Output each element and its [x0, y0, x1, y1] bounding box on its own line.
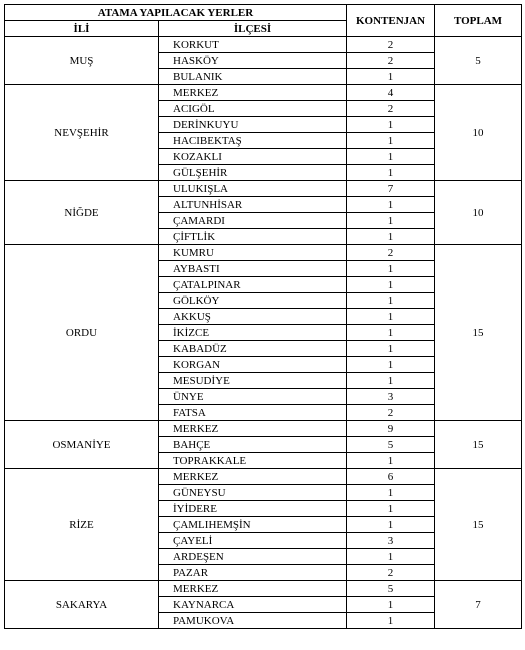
- header-il: İLİ: [5, 21, 159, 37]
- quota-cell: 1: [347, 517, 435, 533]
- district-cell: ÇATALPINAR: [159, 277, 347, 293]
- province-cell: MUŞ: [5, 37, 159, 85]
- quota-cell: 1: [347, 597, 435, 613]
- district-cell: ARDEŞEN: [159, 549, 347, 565]
- total-cell: 15: [435, 421, 522, 469]
- quota-cell: 1: [347, 373, 435, 389]
- quota-cell: 2: [347, 245, 435, 261]
- header-atama: ATAMA YAPILACAK YERLER: [5, 5, 347, 21]
- quota-cell: 1: [347, 197, 435, 213]
- quota-cell: 1: [347, 133, 435, 149]
- quota-cell: 6: [347, 469, 435, 485]
- quota-cell: 5: [347, 437, 435, 453]
- total-cell: 5: [435, 37, 522, 85]
- district-cell: ACIGÖL: [159, 101, 347, 117]
- table-row: [5, 421, 522, 437]
- quota-cell: 4: [347, 85, 435, 101]
- province-cell: SAKARYA: [5, 581, 159, 629]
- district-cell: ÇAMARDI: [159, 213, 347, 229]
- quota-cell: 1: [347, 261, 435, 277]
- total-cell: 10: [435, 85, 522, 181]
- quota-cell: 1: [347, 277, 435, 293]
- quota-cell: 1: [347, 149, 435, 165]
- province-cell: RİZE: [5, 469, 159, 581]
- district-cell: KABADÜZ: [159, 341, 347, 357]
- quota-cell: 7: [347, 181, 435, 197]
- district-cell: FATSA: [159, 405, 347, 421]
- quota-cell: 1: [347, 549, 435, 565]
- quota-cell: 1: [347, 229, 435, 245]
- quota-cell: 1: [347, 485, 435, 501]
- total-cell: 15: [435, 245, 522, 421]
- header-ilce: İLÇESİ: [159, 21, 347, 37]
- district-cell: GÖLKÖY: [159, 293, 347, 309]
- quota-cell: 1: [347, 453, 435, 469]
- district-cell: GÜNEYSU: [159, 485, 347, 501]
- district-cell: ÇİFTLİK: [159, 229, 347, 245]
- district-cell: ÇAYELİ: [159, 533, 347, 549]
- district-cell: MERKEZ: [159, 469, 347, 485]
- table-row: [5, 181, 522, 197]
- district-cell: PAMUKOVA: [159, 613, 347, 629]
- table-row: [5, 85, 522, 101]
- quota-cell: 1: [347, 213, 435, 229]
- quota-cell: 3: [347, 533, 435, 549]
- province-cell: ORDU: [5, 245, 159, 421]
- total-cell: 15: [435, 469, 522, 581]
- quota-cell: 1: [347, 309, 435, 325]
- header-toplam: TOPLAM: [435, 5, 522, 37]
- province-cell: NEVŞEHİR: [5, 85, 159, 181]
- district-cell: KAYNARCA: [159, 597, 347, 613]
- district-cell: GÜLŞEHİR: [159, 165, 347, 181]
- quota-cell: 1: [347, 357, 435, 373]
- quota-cell: 2: [347, 37, 435, 53]
- district-cell: PAZAR: [159, 565, 347, 581]
- quota-cell: 1: [347, 501, 435, 517]
- district-cell: ÇAMLIHEMŞİN: [159, 517, 347, 533]
- province-cell: NİĞDE: [5, 181, 159, 245]
- district-cell: MESUDİYE: [159, 373, 347, 389]
- quota-cell: 2: [347, 53, 435, 69]
- total-cell: 10: [435, 181, 522, 245]
- district-cell: KORGAN: [159, 357, 347, 373]
- quota-cell: 1: [347, 293, 435, 309]
- district-cell: AYBASTI: [159, 261, 347, 277]
- quota-cell: 9: [347, 421, 435, 437]
- district-cell: KORKUT: [159, 37, 347, 53]
- total-cell: 7: [435, 581, 522, 629]
- quota-cell: 2: [347, 101, 435, 117]
- quota-cell: 1: [347, 69, 435, 85]
- district-cell: İKİZCE: [159, 325, 347, 341]
- table-row: [5, 245, 522, 261]
- table-row: [5, 469, 522, 485]
- quota-cell: 1: [347, 325, 435, 341]
- province-cell: OSMANİYE: [5, 421, 159, 469]
- district-cell: HACIBEKTAŞ: [159, 133, 347, 149]
- district-cell: ÜNYE: [159, 389, 347, 405]
- district-cell: DERİNKUYU: [159, 117, 347, 133]
- district-cell: MERKEZ: [159, 421, 347, 437]
- quota-cell: 1: [347, 165, 435, 181]
- table-row: [5, 37, 522, 53]
- table-row: [5, 581, 522, 597]
- district-cell: İYİDERE: [159, 501, 347, 517]
- district-cell: AKKUŞ: [159, 309, 347, 325]
- district-cell: BAHÇE: [159, 437, 347, 453]
- district-cell: KUMRU: [159, 245, 347, 261]
- district-cell: BULANIK: [159, 69, 347, 85]
- district-cell: MERKEZ: [159, 85, 347, 101]
- quota-cell: 2: [347, 565, 435, 581]
- header-kontenjan: KONTENJAN: [347, 5, 435, 37]
- district-cell: ULUKIŞLA: [159, 181, 347, 197]
- quota-cell: 1: [347, 117, 435, 133]
- quota-cell: 3: [347, 389, 435, 405]
- quota-cell: 1: [347, 341, 435, 357]
- assignment-table: [4, 4, 522, 629]
- district-cell: ALTUNHİSAR: [159, 197, 347, 213]
- district-cell: MERKEZ: [159, 581, 347, 597]
- quota-cell: 2: [347, 405, 435, 421]
- district-cell: HASKÖY: [159, 53, 347, 69]
- quota-cell: 5: [347, 581, 435, 597]
- quota-cell: 1: [347, 613, 435, 629]
- district-cell: KOZAKLI: [159, 149, 347, 165]
- district-cell: TOPRAKKALE: [159, 453, 347, 469]
- table-body: [5, 37, 522, 629]
